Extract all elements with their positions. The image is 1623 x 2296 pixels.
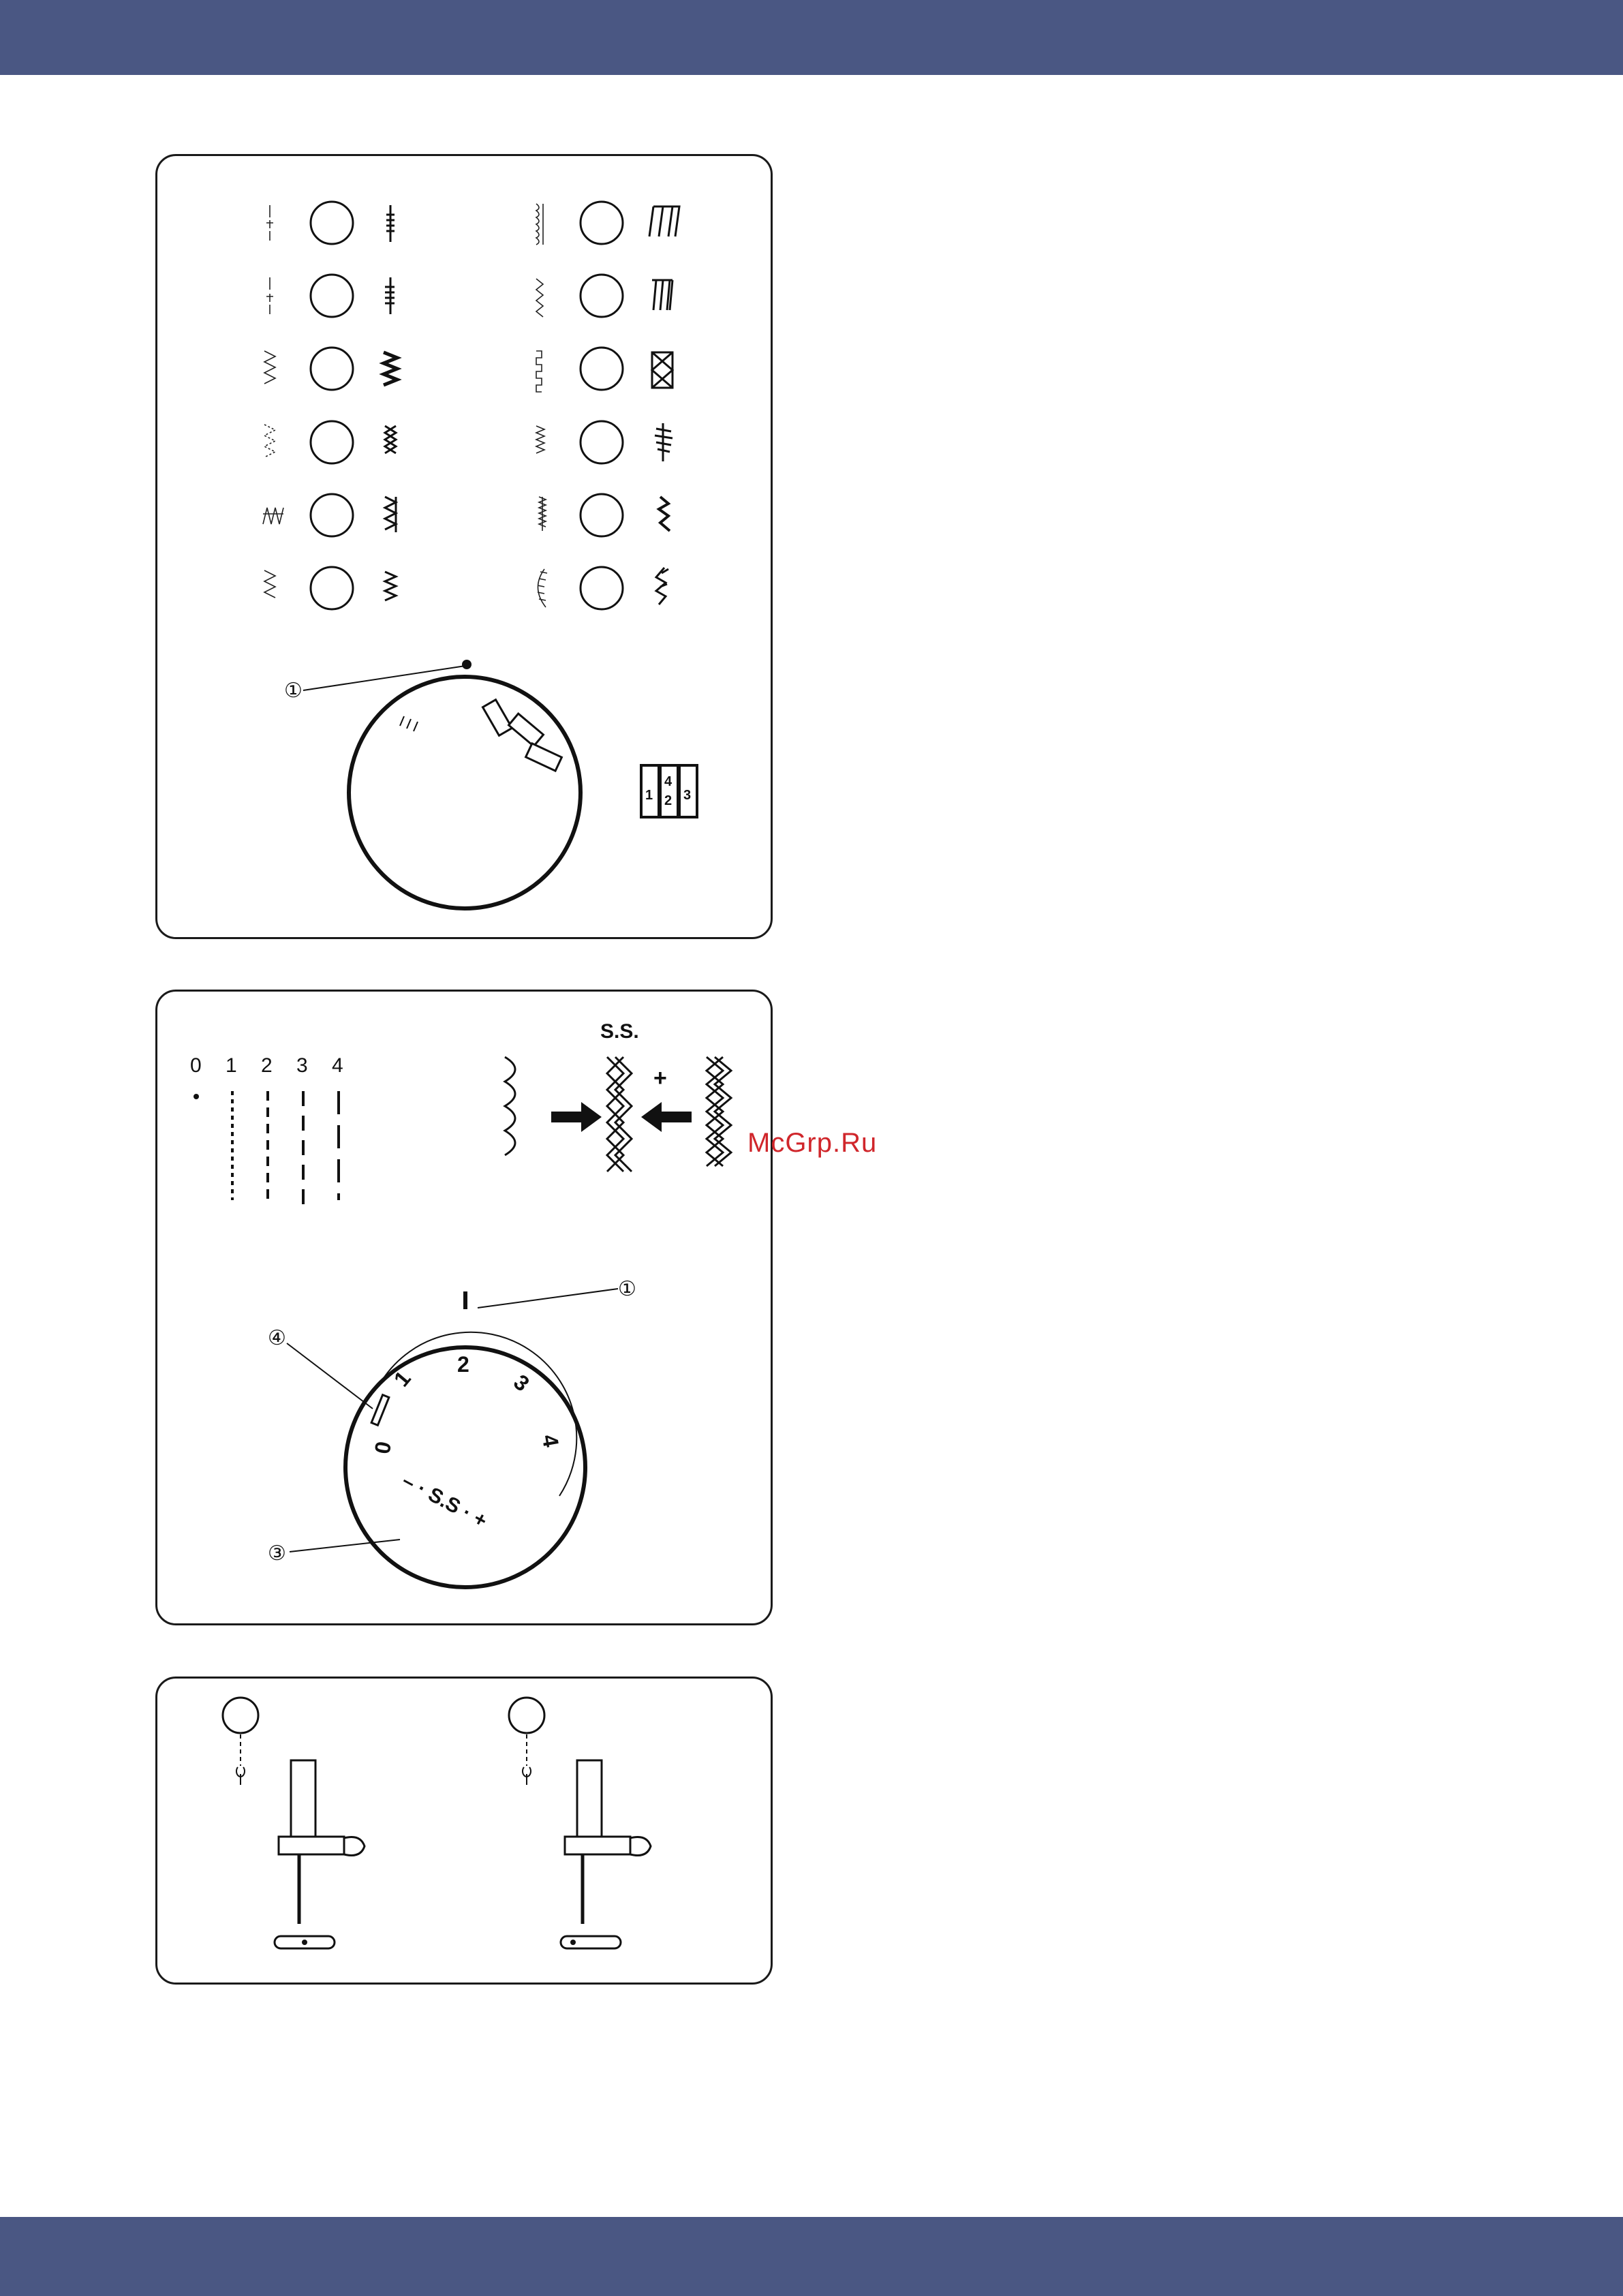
svg-text:3: 3 (509, 1369, 534, 1396)
header-band (0, 0, 1623, 75)
svg-text:3: 3 (683, 788, 692, 803)
pattern-button-circle (581, 421, 623, 463)
needle-position-illustration (157, 1679, 775, 1987)
stitch-length-illustration (157, 992, 775, 1627)
callout-marker: ① (618, 1278, 636, 1300)
svg-text:2: 2 (457, 1352, 469, 1377)
foot-tab-legend (641, 765, 697, 817)
svg-text:4: 4 (537, 1433, 564, 1449)
dial-foot-marker (526, 744, 562, 771)
svg-text:4: 4 (664, 774, 673, 789)
stitch-length-dial (345, 1347, 585, 1587)
needle-left-diagram (509, 1698, 651, 1948)
pattern-button-circle (311, 494, 353, 536)
double-wave-stitch (707, 1057, 731, 1166)
svg-text:2: 2 (261, 1054, 273, 1077)
needle-position-panel (155, 1677, 773, 1985)
length-scale (190, 1054, 343, 1077)
svg-text:2: 2 (664, 793, 673, 808)
pattern-button-circle (311, 275, 353, 317)
pattern-selector-panel (155, 154, 773, 939)
pattern-button-circle (311, 421, 353, 463)
svg-text:0: 0 (190, 1054, 202, 1077)
dial-indicator-dot (462, 660, 472, 669)
combined-stitch (607, 1057, 632, 1172)
pattern-button-circle (581, 275, 623, 317)
plus-sign: + (653, 1065, 667, 1091)
dial-ss-text: – · S.S · + (398, 1469, 491, 1533)
fine-zone-marker (371, 1395, 389, 1426)
single-wave-stitch (505, 1057, 515, 1155)
pattern-button-circle (311, 567, 353, 609)
svg-text:4: 4 (332, 1054, 343, 1077)
left-arrow (641, 1102, 692, 1132)
callout-marker: ④ (268, 1327, 286, 1349)
pattern-button-circle (581, 567, 623, 609)
pattern-button-circle (581, 494, 623, 536)
stitch-length-panel (155, 990, 773, 1625)
svg-text:1: 1 (226, 1054, 237, 1077)
right-arrow (551, 1102, 602, 1132)
svg-text:1: 1 (388, 1366, 416, 1392)
pattern-button-circle (311, 202, 353, 244)
svg-text:0: 0 (369, 1439, 397, 1456)
pattern-button-circle (311, 348, 353, 390)
presser-foot-dial (349, 677, 581, 908)
svg-text:3: 3 (296, 1054, 308, 1077)
watermark-text: McGrp.Ru (747, 1128, 878, 1158)
dial-foot-marker (509, 714, 544, 746)
callout-marker: ① (284, 679, 303, 702)
pattern-button-circle (581, 348, 623, 390)
pattern-button-circle (581, 202, 623, 244)
ss-label: S.S. (600, 1020, 639, 1043)
svg-text:1: 1 (645, 788, 653, 803)
footer-band (0, 2217, 1623, 2296)
pattern-selector-illustration (157, 156, 775, 941)
needle-center-diagram (223, 1698, 365, 1948)
callout-marker: ③ (268, 1542, 286, 1565)
dial-foot-marker (482, 700, 512, 736)
